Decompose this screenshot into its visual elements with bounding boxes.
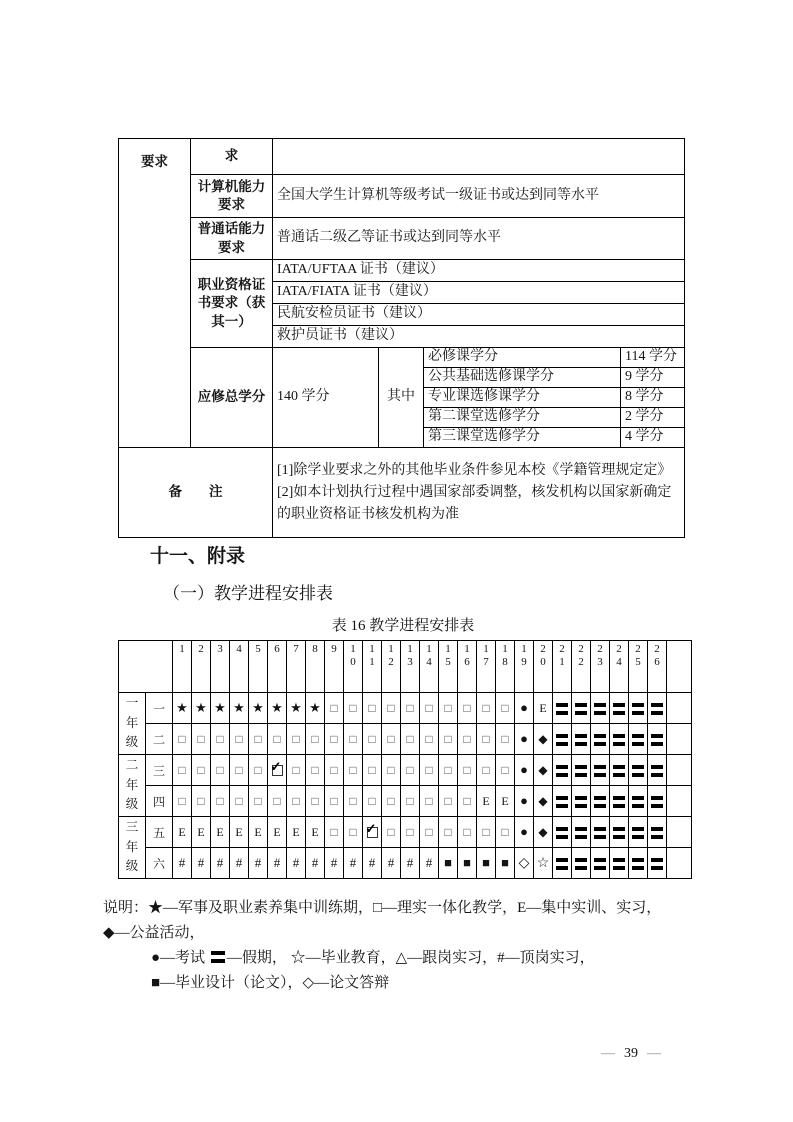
week-cell: E (268, 817, 287, 848)
week-cell: # (173, 848, 192, 879)
week-header: 2 3 (591, 641, 610, 693)
week-cell: # (287, 848, 306, 879)
week-cell: E (249, 817, 268, 848)
week-cell: □ (401, 693, 420, 724)
week-cell: □ (458, 817, 477, 848)
week-cell (591, 848, 610, 879)
vacation-icon (594, 858, 606, 870)
week-cell (268, 755, 287, 786)
week-cell: ★ (230, 693, 249, 724)
week-cell (629, 693, 648, 724)
credit-item-value: 9 学分 (621, 368, 685, 388)
week-cell: □ (287, 786, 306, 817)
week-cell: □ (173, 724, 192, 755)
week-cell: □ (496, 724, 515, 755)
note-line: [2]如本计划执行过程中遇国家部委调整，核发机构以国家新确定的职业资格证书核发机构为准 (277, 484, 672, 522)
week-cell: □ (458, 755, 477, 786)
week-cell (591, 786, 610, 817)
vacation-icon (632, 858, 644, 870)
week-cell: ◇ (515, 848, 534, 879)
week-cell (629, 724, 648, 755)
week-cell (648, 755, 667, 786)
vacation-icon (651, 765, 663, 777)
week-header: 2 (192, 641, 211, 693)
vacation-icon (575, 765, 587, 777)
note-label: 备 注 (119, 448, 273, 538)
week-cell: □ (249, 755, 268, 786)
vacation-icon (651, 827, 663, 839)
week-cell (610, 786, 629, 817)
week-cell: ■ (477, 848, 496, 879)
vacation-icon (594, 827, 606, 839)
week-header: 1 8 (496, 641, 515, 693)
vacation-icon (632, 827, 644, 839)
week-cell: □ (496, 755, 515, 786)
week-cell: □ (230, 724, 249, 755)
vacation-icon (556, 827, 568, 839)
week-header: 1 7 (477, 641, 496, 693)
week-cell (629, 786, 648, 817)
week-cell: □ (382, 755, 401, 786)
vacation-icon (613, 703, 625, 715)
vacation-icon (613, 765, 625, 777)
week-cell (553, 755, 572, 786)
vacation-icon (651, 858, 663, 870)
footer-dash: — (601, 1046, 615, 1061)
certificate-item: 民航安检员证书（建议） (273, 304, 685, 326)
week-cell (610, 693, 629, 724)
week-cell: □ (268, 724, 287, 755)
week-cell: ★ (287, 693, 306, 724)
week-cell (648, 817, 667, 848)
week-cell: □ (325, 786, 344, 817)
vacation-icon (613, 734, 625, 746)
week-header: 7 (287, 641, 306, 693)
week-cell: □ (249, 724, 268, 755)
week-cell: □ (439, 755, 458, 786)
week-header: 2 0 (534, 641, 553, 693)
week-cell: □ (325, 693, 344, 724)
trailing-cell (667, 786, 692, 817)
vacation-icon (556, 858, 568, 870)
week-cell: ◆ (534, 755, 553, 786)
trailing-cell (667, 848, 692, 879)
week-header: 1 (173, 641, 192, 693)
among-label: 其中 (379, 348, 424, 448)
week-cell: □ (325, 755, 344, 786)
week-cell: ◆ (534, 724, 553, 755)
week-cell: □ (382, 693, 401, 724)
week-cell: □ (439, 724, 458, 755)
week-cell (553, 848, 572, 879)
week-cell: □ (268, 786, 287, 817)
week-header: 1 9 (515, 641, 534, 693)
vacation-icon (613, 796, 625, 808)
week-cell: □ (439, 786, 458, 817)
vacation-icon (556, 703, 568, 715)
week-cell: □ (287, 724, 306, 755)
week-cell: ☆ (534, 848, 553, 879)
week-cell (629, 848, 648, 879)
week-cell (591, 755, 610, 786)
week-cell: ★ (173, 693, 192, 724)
schedule-table (118, 640, 692, 879)
week-cell (363, 817, 382, 848)
week-header: 2 1 (553, 641, 572, 693)
week-cell (572, 724, 591, 755)
vacation-icon (651, 796, 663, 808)
week-cell: E (477, 786, 496, 817)
week-cell: # (268, 848, 287, 879)
credit-item-value: 8 学分 (621, 388, 685, 408)
requirements-col-label: 要求 (119, 139, 191, 448)
week-cell: ◆ (534, 786, 553, 817)
week-cell (572, 755, 591, 786)
week-header: 2 6 (648, 641, 667, 693)
week-cell: # (230, 848, 249, 879)
week-cell: E (192, 817, 211, 848)
week-cell (572, 693, 591, 724)
subsection-heading: （一）教学进程安排表 (163, 584, 333, 603)
vacation-icon (556, 734, 568, 746)
week-cell (553, 693, 572, 724)
vacation-icon (556, 796, 568, 808)
week-cell: □ (401, 817, 420, 848)
week-cell: □ (211, 755, 230, 786)
week-cell: □ (382, 786, 401, 817)
week-header: 9 (325, 641, 344, 693)
vacation-icon (632, 734, 644, 746)
week-cell (553, 786, 572, 817)
week-header: 1 1 (363, 641, 382, 693)
week-header: 5 (249, 641, 268, 693)
week-cell: ★ (249, 693, 268, 724)
vacation-icon (575, 703, 587, 715)
credit-item-name: 公共基础选修课学分 (424, 368, 621, 388)
week-cell: □ (458, 724, 477, 755)
week-cell (553, 817, 572, 848)
requirements-table (118, 138, 685, 538)
week-cell: □ (211, 724, 230, 755)
week-cell: □ (363, 755, 382, 786)
trailing-cell (667, 817, 692, 848)
week-header: 2 4 (610, 641, 629, 693)
note-line: [1]除学业要求之外的其他毕业条件参见本校《学籍管理规定定》 (277, 462, 672, 478)
trailing-cell (667, 693, 692, 724)
week-cell (648, 693, 667, 724)
week-cell: □ (477, 693, 496, 724)
semester-label: 四 (146, 786, 173, 817)
week-cell: # (401, 848, 420, 879)
credit-item-value: 114 学分 (621, 348, 685, 368)
week-cell: ◆ (534, 817, 553, 848)
vacation-icon (632, 765, 644, 777)
continued-row-label: 求 (191, 139, 273, 175)
footer-page-value: 39 (624, 1046, 638, 1061)
credit-item-name: 专业课选修课学分 (424, 388, 621, 408)
trailing-cell (667, 724, 692, 755)
week-cell: □ (344, 693, 363, 724)
certificate-label: 职业资格证书要求（获其一） (191, 260, 273, 348)
vacation-icon (651, 734, 663, 746)
credit-item-name: 第二课堂选修学分 (424, 408, 621, 428)
certificate-item: IATA/FIATA 证书（建议） (273, 282, 685, 304)
week-header: 1 2 (382, 641, 401, 693)
week-cell (648, 786, 667, 817)
legend-line: 说明：★—军事及职业素养集中训练期，□—理实一体化教学，E—集中实训、实习， (103, 900, 662, 916)
week-cell: □ (306, 755, 325, 786)
week-cell: E (287, 817, 306, 848)
week-cell: □ (325, 817, 344, 848)
week-header: 1 5 (439, 641, 458, 693)
vacation-icon (211, 951, 225, 963)
week-cell: □ (363, 724, 382, 755)
vacation-icon (632, 796, 644, 808)
week-cell: □ (325, 724, 344, 755)
week-cell: □ (477, 724, 496, 755)
week-cell: E (306, 817, 325, 848)
year-label: 二年级 (119, 755, 146, 817)
week-cell: □ (230, 755, 249, 786)
week-header: 1 6 (458, 641, 477, 693)
week-cell: □ (382, 724, 401, 755)
week-cell: □ (420, 755, 439, 786)
week-cell (610, 848, 629, 879)
week-cell (572, 848, 591, 879)
table-caption: 表 16 教学进程安排表 (331, 618, 475, 634)
week-cell: □ (363, 693, 382, 724)
week-cell: □ (401, 786, 420, 817)
vacation-icon (594, 703, 606, 715)
week-cell: □ (230, 786, 249, 817)
week-cell: □ (173, 786, 192, 817)
trailing-cell (667, 755, 692, 786)
vacation-icon (594, 765, 606, 777)
week-cell: ★ (268, 693, 287, 724)
week-cell (553, 724, 572, 755)
semester-label: 五 (146, 817, 173, 848)
week-header: 2 2 (572, 641, 591, 693)
semester-label: 二 (146, 724, 173, 755)
week-cell: # (420, 848, 439, 879)
week-cell (629, 755, 648, 786)
week-cell: ● (515, 724, 534, 755)
week-cell: □ (382, 817, 401, 848)
week-header: 1 4 (420, 641, 439, 693)
week-cell: # (306, 848, 325, 879)
vacation-icon (613, 827, 625, 839)
vacation-icon (556, 765, 568, 777)
week-cell: ■ (458, 848, 477, 879)
week-header: 1 3 (401, 641, 420, 693)
total-credits-value: 140 学分 (273, 348, 379, 448)
week-cell: □ (401, 755, 420, 786)
semester-label: 六 (146, 848, 173, 879)
checked-box-icon (367, 827, 378, 838)
week-header: 8 (306, 641, 325, 693)
week-cell: E (211, 817, 230, 848)
week-cell: □ (458, 693, 477, 724)
vacation-icon (632, 703, 644, 715)
week-cell: □ (192, 786, 211, 817)
vacation-icon (575, 827, 587, 839)
week-cell (591, 817, 610, 848)
week-cell: □ (344, 755, 363, 786)
week-cell: ★ (211, 693, 230, 724)
computer-skill-content: 全国大学生计算机等级考试一级证书或达到同等水平 (273, 175, 685, 218)
week-cell: □ (344, 724, 363, 755)
trailing-header-cell (667, 641, 692, 693)
vacation-icon (575, 858, 587, 870)
week-cell: □ (439, 693, 458, 724)
week-cell: ● (515, 693, 534, 724)
week-cell: □ (211, 786, 230, 817)
week-cell: □ (306, 786, 325, 817)
credit-item-value: 2 学分 (621, 408, 685, 428)
vacation-icon (575, 734, 587, 746)
week-cell: # (249, 848, 268, 879)
week-cell (572, 786, 591, 817)
week-cell: # (325, 848, 344, 879)
section-heading: 十一、附录 (150, 546, 246, 567)
vacation-icon (594, 796, 606, 808)
week-cell: □ (249, 786, 268, 817)
legend-line: ●—考试 —假期， ☆—毕业教育，△—跟岗实习，#—顶岗实习， (151, 950, 595, 966)
week-cell: □ (344, 817, 363, 848)
checked-box-icon (272, 765, 283, 776)
week-cell: ● (515, 786, 534, 817)
week-cell (610, 817, 629, 848)
mandarin-skill-label: 普通话能力要求 (191, 218, 273, 260)
credit-item-name: 第三课堂选修学分 (424, 428, 621, 448)
week-header: 1 0 (344, 641, 363, 693)
week-cell: ★ (192, 693, 211, 724)
week-cell: ■ (496, 848, 515, 879)
certificate-item: 救护员证书（建议） (273, 326, 685, 348)
note-content (273, 448, 685, 538)
legend-line: ■—毕业设计（论文），◇—论文答辩 (151, 975, 390, 991)
week-cell: □ (496, 817, 515, 848)
vacation-icon (594, 734, 606, 746)
week-cell (648, 724, 667, 755)
week-cell (591, 724, 610, 755)
computer-skill-label: 计算机能力要求 (191, 175, 273, 218)
week-header: 3 (211, 641, 230, 693)
schedule-corner-cell (119, 641, 173, 693)
week-cell (648, 848, 667, 879)
semester-label: 三 (146, 755, 173, 786)
week-cell: # (363, 848, 382, 879)
vacation-icon (651, 703, 663, 715)
week-cell (629, 817, 648, 848)
week-cell: □ (363, 786, 382, 817)
week-cell: □ (477, 755, 496, 786)
week-cell: E (534, 693, 553, 724)
week-cell: □ (420, 817, 439, 848)
week-cell: □ (306, 724, 325, 755)
week-cell: □ (420, 693, 439, 724)
week-cell: # (211, 848, 230, 879)
week-cell: □ (496, 693, 515, 724)
footer-dash: — (647, 1046, 661, 1061)
week-cell: □ (477, 817, 496, 848)
week-cell: ★ (306, 693, 325, 724)
page-number (592, 1046, 670, 1062)
week-cell: ● (515, 817, 534, 848)
vacation-icon (575, 796, 587, 808)
certificate-item: IATA/UFTAA 证书（建议） (273, 260, 685, 282)
week-header: 2 5 (629, 641, 648, 693)
week-cell: ● (515, 755, 534, 786)
week-cell: □ (420, 724, 439, 755)
week-cell: □ (344, 786, 363, 817)
credit-item-name: 必修课学分 (424, 348, 621, 368)
week-cell (591, 693, 610, 724)
week-cell: □ (458, 786, 477, 817)
week-cell: # (192, 848, 211, 879)
week-cell: E (230, 817, 249, 848)
week-cell: □ (192, 724, 211, 755)
mandarin-skill-content: 普通话二级乙等证书或达到同等水平 (273, 218, 685, 260)
week-cell: # (344, 848, 363, 879)
semester-label: 一 (146, 693, 173, 724)
credit-item-value: 4 学分 (621, 428, 685, 448)
week-cell: □ (173, 755, 192, 786)
week-cell (610, 755, 629, 786)
week-cell (610, 724, 629, 755)
legend-line: ◆—公益活动， (103, 925, 205, 941)
week-cell: ■ (439, 848, 458, 879)
week-cell: □ (439, 817, 458, 848)
week-cell: □ (420, 786, 439, 817)
week-cell: # (382, 848, 401, 879)
year-label: 三年级 (119, 817, 146, 879)
week-cell: E (496, 786, 515, 817)
week-cell: E (173, 817, 192, 848)
total-credits-label: 应修总学分 (191, 348, 273, 448)
vacation-icon (613, 858, 625, 870)
week-cell: □ (401, 724, 420, 755)
symbol-legend (103, 896, 708, 996)
week-header: 4 (230, 641, 249, 693)
week-cell (572, 817, 591, 848)
week-cell: □ (192, 755, 211, 786)
empty-cell (273, 139, 685, 175)
week-header: 6 (268, 641, 287, 693)
year-label: 一年级 (119, 693, 146, 755)
week-cell: □ (287, 755, 306, 786)
